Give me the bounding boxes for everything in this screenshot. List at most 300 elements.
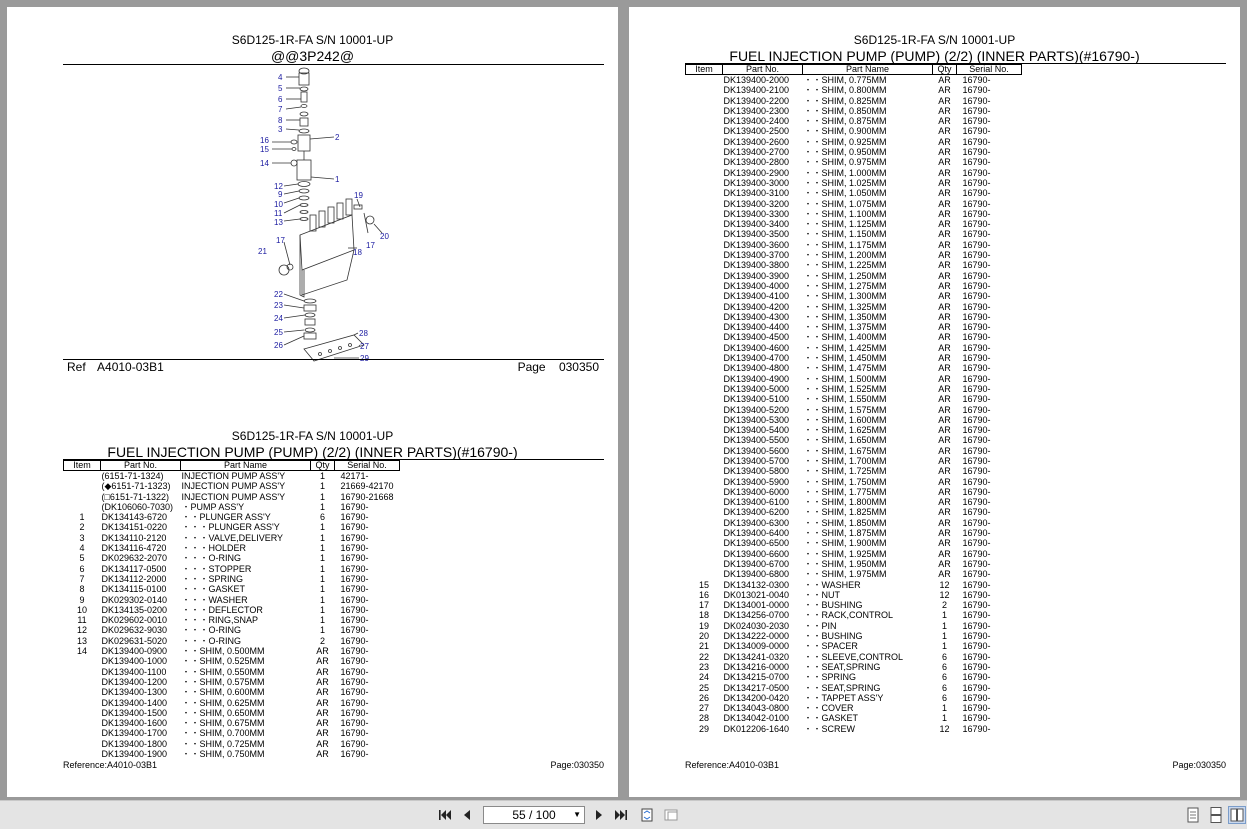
- part-name: ・・・PLUNGER ASS'Y: [181, 522, 280, 533]
- callout-22: 22: [274, 290, 283, 299]
- callout-26: 26: [274, 341, 283, 350]
- item-number: [686, 538, 723, 548]
- table-row: [64, 481, 400, 491]
- part-number: DK139400-5100: [723, 394, 790, 405]
- serial-number: 16790-: [962, 641, 991, 652]
- item-number: [686, 209, 723, 219]
- quantity: 6: [941, 682, 947, 693]
- quantity: AR: [938, 311, 951, 322]
- part-name: ・・・RING,SNAP: [181, 615, 259, 626]
- callout-20: 20: [380, 232, 389, 241]
- part-number: DK139400-1900: [101, 749, 168, 760]
- part-number: DK139400-3600: [723, 239, 790, 250]
- part-name: ・・SHIM, 1.475MM: [803, 363, 887, 374]
- part-name: ・・SLEEVE,CONTROL: [803, 651, 904, 662]
- part-name: ・・GASKET: [803, 713, 859, 724]
- table-row: [686, 672, 1022, 682]
- part-number: DK139400-5000: [723, 383, 790, 394]
- table-row: [686, 507, 1022, 517]
- item-number: [686, 374, 723, 384]
- quantity: AR: [938, 85, 951, 96]
- table-row: [686, 178, 1022, 188]
- item-number: 7: [79, 573, 85, 584]
- part-name: ・・SHIM, 0.600MM: [181, 687, 265, 698]
- part-name: ・・SEAT,SPRING: [803, 661, 881, 672]
- next-page-icon[interactable]: [590, 806, 608, 824]
- serial-number: 16790-: [962, 661, 991, 672]
- callout-24: 24: [274, 314, 283, 323]
- part-number: DK139400-6500: [723, 538, 790, 549]
- part-number: DK139400-1000: [101, 656, 168, 667]
- table-row: [686, 394, 1022, 404]
- part-number: (DK106060-7030): [101, 501, 174, 512]
- serial-number: 16790-: [340, 707, 369, 718]
- item-number: 28: [698, 713, 709, 724]
- table-row: [64, 677, 400, 687]
- table-row: [64, 512, 400, 522]
- table-row: [686, 415, 1022, 425]
- serial-number: 16790-: [962, 116, 991, 127]
- table-row: [686, 209, 1022, 219]
- part-number: DK139400-4100: [723, 291, 790, 302]
- table-row: [64, 533, 400, 543]
- table-row: [64, 553, 400, 563]
- serial-number: 16790-: [962, 188, 991, 199]
- item-number: 15: [698, 579, 709, 590]
- serial-number: 16790-: [340, 522, 369, 533]
- part-number: DK139400-1100: [101, 666, 167, 677]
- serial-number: 16790-: [340, 676, 369, 687]
- last-page-icon[interactable]: [612, 806, 630, 824]
- quantity: AR: [938, 363, 951, 374]
- footer-reference: Reference:A4010-03B1: [63, 760, 158, 770]
- quantity: AR: [316, 656, 329, 667]
- part-name: ・・SHIM, 1.400MM: [803, 332, 887, 343]
- quantity: AR: [938, 373, 951, 384]
- part-number: DK134143-6720: [101, 512, 168, 523]
- quantity: AR: [938, 322, 951, 333]
- part-name: ・・SHIM, 1.600MM: [803, 414, 887, 425]
- serial-number: 16790-: [962, 486, 991, 497]
- quantity: AR: [938, 569, 951, 580]
- quantity: 6: [319, 512, 325, 523]
- serial-number: 16790-: [962, 85, 991, 96]
- table-row: [64, 564, 400, 574]
- serial-number: 16790-: [340, 687, 369, 698]
- part-number: DK013021-0040: [723, 589, 790, 600]
- item-number: 2: [79, 522, 85, 533]
- item-number: [686, 569, 723, 579]
- part-name: ・・・SPRING: [181, 573, 244, 584]
- serial-number: 16790-: [962, 631, 991, 642]
- item-number: 4: [79, 543, 85, 554]
- serial-number: 16790-: [340, 749, 369, 760]
- item-number: 19: [698, 620, 709, 631]
- quantity: 1: [319, 573, 325, 584]
- part-number: DK139400-2300: [723, 105, 790, 116]
- part-number: DK134135-0200: [101, 604, 168, 615]
- header-part-name: Part Name: [181, 461, 311, 471]
- callout-11: 11: [274, 209, 283, 218]
- serial-number: 16790-: [962, 373, 991, 384]
- part-number: DK139400-3400: [723, 219, 790, 230]
- part-number: DK029602-0010: [101, 615, 168, 626]
- serial-number: 16790-: [340, 666, 369, 677]
- part-number: DK134112-2000: [101, 573, 167, 584]
- item-number: [686, 518, 723, 528]
- item-number: 13: [76, 635, 87, 646]
- table-row: [64, 502, 400, 512]
- item-number: [686, 549, 723, 559]
- callout-2: 2: [335, 133, 340, 142]
- item-number: [686, 559, 723, 569]
- part-name: ・・SHIM, 0.675MM: [181, 718, 265, 729]
- callout-21: 21: [258, 247, 267, 256]
- item-number: 5: [79, 553, 85, 564]
- serial-number: 16790-: [962, 476, 991, 487]
- quantity: AR: [316, 646, 329, 657]
- table-row: [686, 199, 1022, 209]
- part-name: ・・SCREW: [803, 723, 855, 734]
- quantity: 1: [319, 471, 325, 481]
- serial-number: 16790-: [962, 672, 991, 683]
- part-number: DK012206-1640: [723, 723, 790, 734]
- table-row: [64, 667, 400, 677]
- table-row: [686, 281, 1022, 291]
- part-number: DK134216-0000: [723, 661, 790, 672]
- part-name: ・・SHIM, 1.725MM: [803, 466, 887, 477]
- part-name: ・・SHIM, 1.275MM: [803, 280, 887, 291]
- serial-number: 16790-: [962, 620, 991, 631]
- serial-number: 16790-: [962, 280, 991, 291]
- parts-table-right: [685, 64, 1022, 734]
- part-name: ・・SHIM, 1.225MM: [803, 260, 887, 271]
- serial-number: 16790-: [962, 414, 991, 425]
- table-row: [64, 471, 400, 482]
- table-row: [686, 405, 1022, 415]
- part-name: INJECTION PUMP ASS'Y: [181, 491, 286, 502]
- table-row: [686, 528, 1022, 538]
- quantity: 6: [941, 672, 947, 683]
- serial-number: 16790-: [962, 610, 991, 621]
- part-number: DK139400-2100: [723, 85, 790, 96]
- quantity: AR: [938, 157, 951, 168]
- part-name: ・・BUSHING: [803, 600, 863, 611]
- quantity: AR: [938, 497, 951, 508]
- serial-number: 16790-: [962, 363, 991, 374]
- quantity: 12: [939, 589, 950, 600]
- table-row: [686, 600, 1022, 610]
- footer-page: Page:030350: [550, 760, 604, 770]
- callout-28: 28: [359, 329, 368, 338]
- part-number: DK139400-5300: [723, 414, 790, 425]
- item-number: [686, 271, 723, 281]
- table-row: [686, 147, 1022, 157]
- part-number: DK134042-0100: [723, 713, 790, 724]
- table-row: [686, 580, 1022, 590]
- part-name: ・・SHIM, 0.500MM: [181, 646, 265, 657]
- figure-ref: [67, 360, 164, 374]
- quantity: 1: [319, 501, 325, 512]
- part-name: ・・SHIM, 1.825MM: [803, 507, 887, 518]
- callout-27: 27: [360, 342, 369, 351]
- part-number: DK134151-0220: [101, 522, 168, 533]
- callout-4: 4: [278, 73, 283, 82]
- item-number: 11: [77, 615, 87, 626]
- item-number: 24: [698, 672, 709, 683]
- part-number: DK139400-3300: [723, 208, 790, 219]
- callout-12: 12: [274, 182, 283, 191]
- part-name: ・・SHIM, 1.125MM: [803, 219, 887, 230]
- section-title: FUEL INJECTION PUMP (PUMP) (2/2) (INNER PARTS)(#16790-): [107, 444, 518, 460]
- table-row: [64, 728, 400, 738]
- part-name: INJECTION PUMP ASS'Y: [181, 471, 286, 481]
- part-name: ・・SHIM, 1.650MM: [803, 435, 887, 446]
- serial-number: 16790-: [340, 543, 369, 554]
- item-number: [686, 394, 723, 404]
- part-name: ・・SHIM, 1.850MM: [803, 517, 887, 528]
- serial-number: 16790-: [962, 322, 991, 333]
- quantity: 1: [941, 703, 947, 714]
- quantity: AR: [938, 486, 951, 497]
- part-name: ・・・O-RING: [181, 553, 241, 564]
- page-value: 030350: [558, 360, 599, 374]
- part-name: ・・SHIM, 1.350MM: [803, 311, 887, 322]
- part-number: DK134217-0500: [723, 682, 790, 693]
- serial-number: 16790-: [340, 615, 369, 626]
- quantity: AR: [938, 239, 951, 250]
- quantity: AR: [938, 332, 951, 343]
- serial-number: 16790-: [962, 342, 991, 353]
- quantity: AR: [938, 445, 951, 456]
- callout-15: 15: [260, 145, 269, 154]
- table-row: [686, 157, 1022, 167]
- table-row: [686, 703, 1022, 713]
- serial-number: 16790-: [962, 75, 991, 85]
- quantity: 12: [939, 723, 950, 734]
- quantity: AR: [938, 219, 951, 230]
- part-number: DK134215-0700: [723, 672, 790, 683]
- section-title: FUEL INJECTION PUMP (PUMP) (2/2) (INNER PARTS)(#16790-): [729, 48, 1140, 64]
- serial-number: 16790-: [340, 656, 369, 667]
- part-number: DK139400-3200: [723, 198, 790, 209]
- table-row: [686, 312, 1022, 322]
- part-number: DK134117-0500: [101, 563, 167, 574]
- serial-number: 16790-: [962, 394, 991, 405]
- quantity: AR: [938, 105, 951, 116]
- table-row: [686, 343, 1022, 353]
- part-name: ・・SHIM, 1.900MM: [803, 538, 887, 549]
- callout-14: 14: [260, 159, 269, 168]
- table-row: [64, 615, 400, 625]
- table-row: [686, 456, 1022, 466]
- part-name: ・・WASHER: [803, 579, 861, 590]
- serial-number: 16790-: [962, 311, 991, 322]
- serial-number: 16790-: [340, 594, 369, 605]
- table-row: [686, 250, 1022, 260]
- part-name: ・・SHIM, 1.750MM: [803, 476, 887, 487]
- callout-25: 25: [274, 328, 283, 337]
- part-name: ・・・GASKET: [181, 584, 246, 595]
- quantity: 6: [941, 692, 947, 703]
- serial-number: 16790-: [962, 569, 991, 580]
- table-row: [686, 137, 1022, 147]
- part-number: DK139400-4700: [723, 353, 790, 364]
- table-row: [686, 446, 1022, 456]
- part-number: DK134222-0000: [723, 631, 790, 642]
- quantity: 1: [941, 620, 947, 631]
- serial-number: 16790-: [962, 126, 991, 137]
- table-row: [686, 487, 1022, 497]
- serial-number: 16790-: [962, 353, 991, 364]
- prev-page-icon[interactable]: [458, 806, 476, 824]
- figure-code: @@3P242@: [270, 48, 355, 64]
- quantity: 1: [941, 610, 947, 621]
- table-row: [686, 302, 1022, 312]
- serial-number: 16790-: [962, 239, 991, 250]
- serial-number: 16790-: [962, 548, 991, 559]
- serial-number: 16790-: [340, 718, 369, 729]
- item-number: [64, 502, 101, 512]
- quantity: AR: [938, 466, 951, 477]
- fit-page-icon[interactable]: [638, 806, 656, 824]
- figure-page-ref: [518, 360, 599, 374]
- quantity: AR: [316, 707, 329, 718]
- two-page-view-icon[interactable]: [1228, 806, 1246, 824]
- table-row: [686, 332, 1022, 342]
- part-number: DK139400-1500: [101, 707, 168, 718]
- item-number: 12: [76, 625, 87, 636]
- diagram-drawing: [272, 68, 382, 361]
- quantity: AR: [938, 188, 951, 199]
- continuous-view-icon[interactable]: [1207, 806, 1225, 824]
- part-name: ・・・STOPPER: [181, 563, 252, 574]
- callout-6: 6: [278, 95, 283, 104]
- serial-number: 16790-: [962, 332, 991, 343]
- serial-number: 16790-: [962, 466, 991, 477]
- table-row: [686, 322, 1022, 332]
- part-name: ・・NUT: [803, 589, 840, 600]
- quantity: AR: [316, 676, 329, 687]
- part-number: DK134116-4720: [101, 543, 167, 554]
- table-row: [686, 374, 1022, 384]
- part-number: DK139400-4300: [723, 311, 790, 322]
- item-number: [686, 312, 723, 322]
- item-number: [64, 718, 101, 728]
- part-name: ・・・O-RING: [181, 635, 241, 646]
- part-number: DK139400-5700: [723, 455, 790, 466]
- serial-number: 16790-: [340, 501, 369, 512]
- part-number: DK134132-0300: [723, 579, 790, 590]
- callout-10: 10: [274, 200, 283, 209]
- quantity: AR: [938, 538, 951, 549]
- table-row: [686, 662, 1022, 672]
- item-number: [686, 446, 723, 456]
- item-number: [686, 188, 723, 198]
- item-number: [64, 698, 101, 708]
- quantity: 1: [319, 584, 325, 595]
- item-number: [64, 749, 101, 759]
- serial-number: 16790-: [962, 723, 991, 734]
- table-row: [686, 240, 1022, 250]
- table-row: [64, 698, 400, 708]
- quantity: 1: [319, 615, 325, 626]
- serial-number: 16790-: [962, 713, 991, 724]
- serial-number: 16790-: [340, 697, 369, 708]
- serial-number: 16790-: [962, 579, 991, 590]
- item-number: [686, 405, 723, 415]
- part-name: ・・SHIM, 0.950MM: [803, 147, 887, 158]
- part-number: DK139400-4500: [723, 332, 790, 343]
- part-name: ・・PIN: [803, 620, 837, 631]
- item-number: [686, 415, 723, 425]
- part-number: (◆6151-71-1323): [101, 481, 171, 492]
- table-row: [686, 724, 1022, 734]
- single-page-view-icon[interactable]: [1184, 806, 1202, 824]
- part-name: ・・SHIM, 1.075MM: [803, 198, 887, 209]
- quantity: AR: [938, 280, 951, 291]
- part-name: ・・SHIM, 0.700MM: [181, 728, 265, 739]
- table-header-row: [64, 461, 400, 471]
- page-number-input[interactable]: [483, 806, 585, 824]
- part-name: ・・SHIM, 0.775MM: [803, 75, 887, 85]
- part-name: ・・SEAT,SPRING: [803, 682, 881, 693]
- part-name: ・・SHIM, 0.575MM: [181, 676, 265, 687]
- part-name: ・・TAPPET ASS'Y: [803, 692, 884, 703]
- serial-number: 16790-: [962, 198, 991, 209]
- quantity: AR: [316, 728, 329, 739]
- serial-number: 16790-: [962, 167, 991, 178]
- quantity: AR: [938, 435, 951, 446]
- part-number: DK139400-3100: [723, 188, 790, 199]
- serial-number: 16790-: [340, 625, 369, 636]
- callout-5: 5: [278, 84, 283, 93]
- serial-number: 42171-: [340, 471, 369, 481]
- quantity: AR: [938, 116, 951, 127]
- part-name: ・・SHIM, 0.650MM: [181, 707, 265, 718]
- part-name: ・・SHIM, 1.875MM: [803, 528, 887, 539]
- part-number: DK139400-5200: [723, 404, 790, 415]
- part-number: DK139400-1300: [101, 687, 168, 698]
- item-number: 25: [698, 682, 709, 693]
- item-number: 18: [698, 610, 709, 621]
- part-name: ・・PLUNGER ASS'Y: [181, 512, 271, 523]
- serial-number: 16790-: [962, 404, 991, 415]
- serial-number: 16790-: [962, 208, 991, 219]
- quantity: AR: [938, 517, 951, 528]
- table-row: [64, 687, 400, 697]
- serial-number: 16790-: [340, 584, 369, 595]
- ref-value: A4010-03B1: [97, 360, 164, 374]
- part-name: ・・SHIM, 1.975MM: [803, 569, 887, 580]
- part-number: DK139400-3500: [723, 229, 790, 240]
- quantity: AR: [938, 558, 951, 569]
- callout-9: 9: [278, 190, 283, 199]
- fit-width-icon[interactable]: [662, 806, 680, 824]
- part-number: (□6151-71-1322): [101, 491, 169, 502]
- part-name: ・・SHIM, 0.525MM: [181, 656, 265, 667]
- part-name: ・・SHIM, 1.525MM: [803, 383, 887, 394]
- item-number: [686, 322, 723, 332]
- first-page-icon[interactable]: [436, 806, 454, 824]
- part-name: INJECTION PUMP ASS'Y: [181, 481, 286, 492]
- part-name: ・・SHIM, 1.775MM: [803, 486, 887, 497]
- part-name: ・・SHIM, 1.325MM: [803, 301, 887, 312]
- quantity: AR: [938, 353, 951, 364]
- chevron-down-icon[interactable]: ▼: [573, 810, 581, 819]
- serial-number: 16790-: [962, 651, 991, 662]
- header-item: Item: [686, 65, 723, 75]
